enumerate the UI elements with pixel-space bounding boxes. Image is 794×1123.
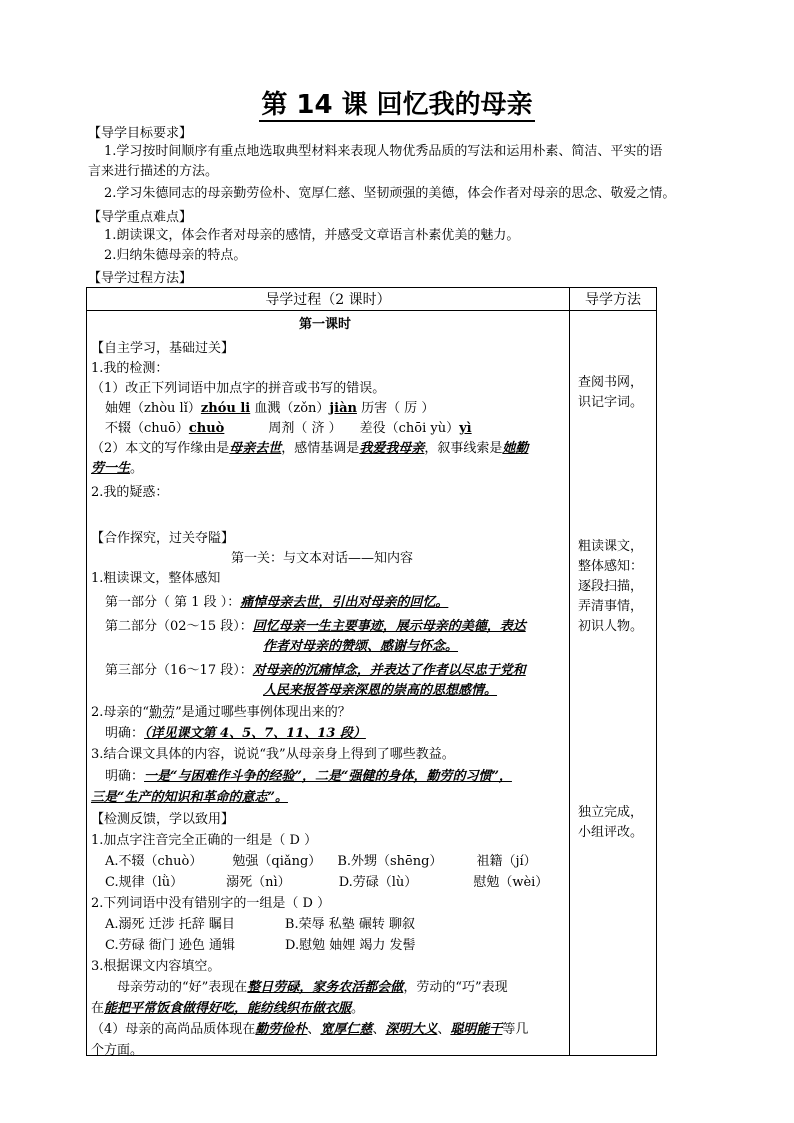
method-2a: 粗读课文， xyxy=(578,539,644,554)
answer-lessons: 明确：一是“与困难作斗争的经验”，二是“强健的身体，勤劳的习惯”， xyxy=(105,769,512,784)
fill-blank-line-2: 在能把平常饭食做得好吃，能纺线织布做衣服。 xyxy=(91,1001,365,1016)
method-2c: 逐段扫描， xyxy=(578,579,644,594)
section-feedback: 【检测反馈，学以致用】 xyxy=(91,812,235,827)
mcq-1-row-2: C.规律（lǜ） 溺死（nì） D.劳碌（lù） 慰勉（wèi） xyxy=(105,875,549,890)
mcq-2-row-1: A.溺死 迁涉 托辞 瞩目 B.荣辱 私塾 碾转 聊叙 xyxy=(105,917,416,932)
keypoint-item-2: 2.归纳朱德母亲的特点。 xyxy=(104,248,247,263)
q1-row-b: 不辍（chuō）chuò 周剂（ 济 ） 差役（chōi yù）yì xyxy=(105,421,472,436)
my-doubts: 2.我的疑惑： xyxy=(91,485,169,500)
fill-blank: 3.根据课文内容填空。 xyxy=(91,959,221,974)
lesson-title: 第一课时 xyxy=(299,317,352,332)
section-cooperative: 【合作探究，过关夺隘】 xyxy=(91,531,235,546)
method-3a: 独立完成， xyxy=(578,805,644,820)
method-2e: 初识人物。 xyxy=(578,619,644,634)
skim-text: 1.粗读课文，整体感知 xyxy=(91,571,221,586)
q2-line-cont: 劳一生。 xyxy=(91,461,144,476)
part-2-cont: 作者对母亲的赞颂、感谢与怀念。 xyxy=(263,639,459,654)
level-one-title: 第一关：与文本对话——知内容 xyxy=(231,551,414,566)
study-table xyxy=(86,287,657,1056)
goal-item-1-cont: 言来进行描述的方法。 xyxy=(88,164,219,179)
my-check: 1.我的检测： xyxy=(91,361,169,376)
method-cell xyxy=(570,311,657,1056)
mcq-1-row-1: A.不辍（chuò） 勉强（qiǎng） B.外甥（shēng） 祖籍（jí） xyxy=(105,854,537,869)
method-3b: 小组评改。 xyxy=(578,825,644,840)
method-header: 【导学过程方法】 xyxy=(88,271,193,286)
method-1b: 识记字词。 xyxy=(578,395,644,410)
answer-diligence: 明确：（详见课文第 4、5、7、11、13 段） xyxy=(105,726,366,741)
process-cell xyxy=(87,311,570,1056)
col-header-method: 导学方法 xyxy=(570,288,657,311)
goal-item-1: 1.学习按时间顺序有重点地选取典型材料来表现人物优秀品质的写法和运用朴素、简洁、平实的语 xyxy=(104,144,663,159)
page-title: 第 14 课 回忆我的母亲 xyxy=(261,90,533,120)
part-1: 第一部分（ 第 1 段 ）：痛悼母亲去世，引出对母亲的回忆。 xyxy=(105,595,449,610)
col-header-process: 导学过程（2 课时） xyxy=(87,288,570,311)
answer-lessons-cont: 三是“生产的知识和革命的意志”。 xyxy=(91,790,288,805)
part-2: 第二部分（02～15 段）：回忆母亲一生主要事迹，展示母亲的美德，表达 xyxy=(105,619,526,634)
section-self-study: 【自主学习，基础过关】 xyxy=(91,341,235,356)
qualities-line: （4）母亲的高尚品质体现在勤劳俭朴、宽厚仁慈、深明大义、聪明能干等几 xyxy=(91,1022,529,1037)
fill-blank-line-1: 母亲劳动的“好”表现在整日劳碌，家务农活都会做，劳动的“巧”表现 xyxy=(117,980,508,995)
mcq-1: 1.加点字注音完全正确的一组是（ D ） xyxy=(91,833,318,848)
question-diligence: 2.母亲的“勤劳”是通过哪些事例体现出来的？ xyxy=(91,705,351,720)
question-lessons: 3.结合课文具体的内容，说说“我”从母亲身上得到了哪些教益。 xyxy=(91,747,455,762)
mcq-2-row-2: C.劳碌 衙门 逊色 通辑 D.慰勉 妯娌 竭力 发髻 xyxy=(105,938,416,953)
mcq-2: 2.下列词语中没有错别字的一组是（ D ） xyxy=(91,896,331,911)
method-2b: 整体感知： xyxy=(578,559,644,574)
part-3-cont: 人民来报答母亲深恩的崇高的思想感情。 xyxy=(263,683,498,698)
part-3: 第三部分（16～17 段）：对母亲的沉痛悼念，并表达了作者以尽忠于党和 xyxy=(105,663,526,678)
q2-line: （2）本文的写作缘由是母亲去世，感情基调是我爱我母亲，叙事线索是她勤 xyxy=(91,441,529,456)
method-1a: 查阅书网， xyxy=(578,375,644,390)
q1-prompt: （1）改正下列词语中加点字的拼音或书写的错误。 xyxy=(91,381,386,396)
goals-header: 【导学目标要求】 xyxy=(88,126,193,141)
keypoints-header: 【导学重点难点】 xyxy=(88,210,193,225)
keypoint-item-1: 1.朗读课文，体会作者对母亲的感情，并感受文章语言朴素优美的魅力。 xyxy=(104,228,520,243)
q1-row-a: 妯娌（zhòu lǐ）zhóu li 血溅（zǒn）jiàn 历害（ 厉 ） xyxy=(105,401,435,416)
qualities-line-cont: 个方面。 xyxy=(91,1043,144,1058)
goal-item-2: 2.学习朱德同志的母亲勤劳俭朴、宽厚仁慈、坚韧顽强的美德，体会作者对母亲的思念、敬爱之情。 xyxy=(104,186,676,201)
method-2d: 弄清事情， xyxy=(578,599,644,614)
